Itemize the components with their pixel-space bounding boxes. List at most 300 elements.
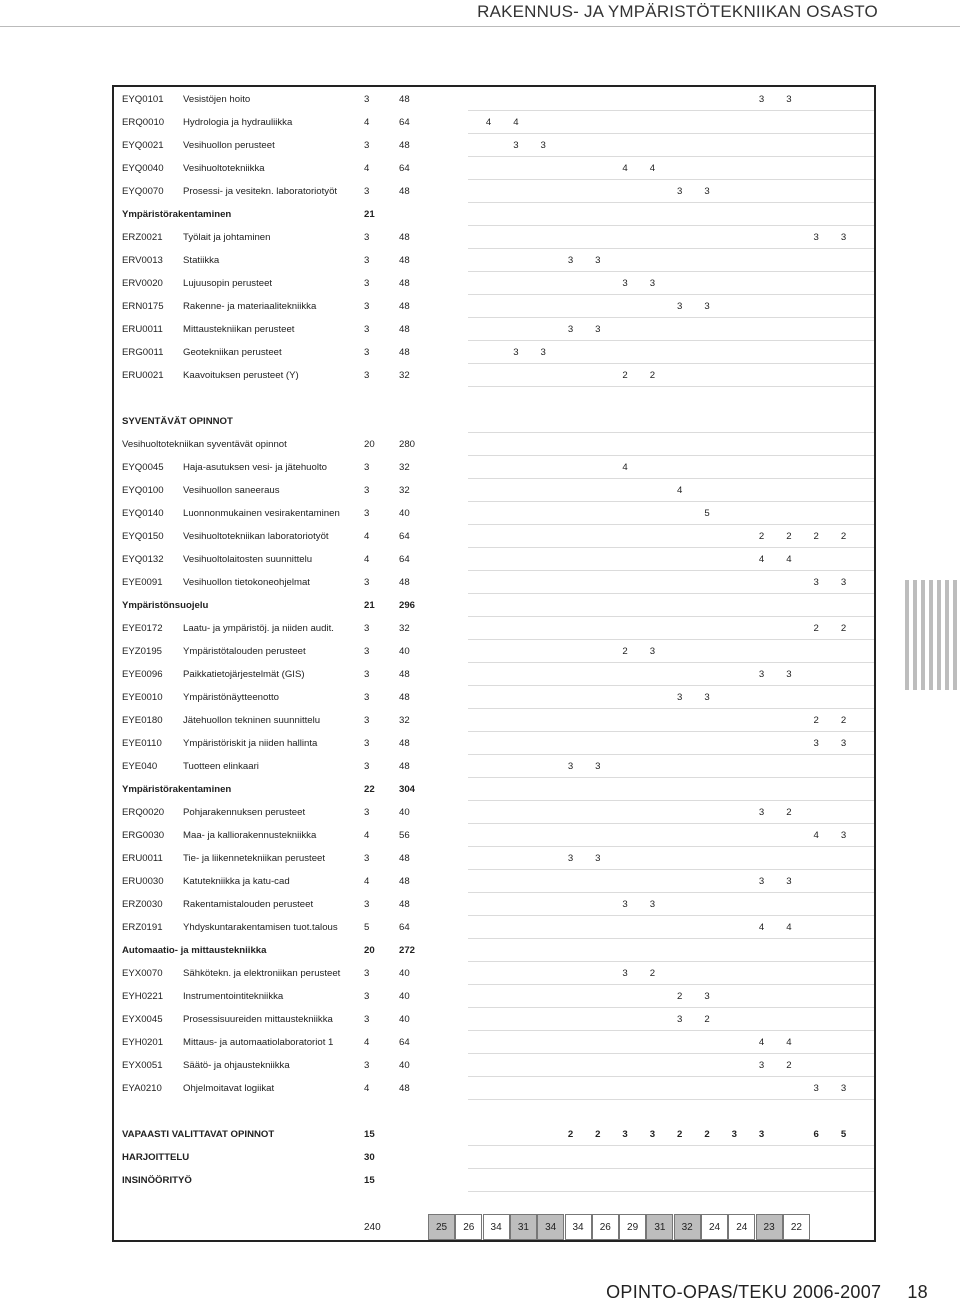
contact-hours: 32 [399,462,410,473]
course-code: EYQ0021 [122,140,164,151]
course-code: EYE0010 [122,692,163,703]
contact-hours: 48 [399,899,410,910]
semester-credits: 3 [786,669,792,680]
semester-credits: 3 [704,991,710,1002]
course-code: EYX0051 [122,1060,163,1071]
course-name: Laatu- ja ympäristöj. ja niiden audit. [183,623,334,634]
contact-hours: 48 [399,347,410,358]
course-name: Rakentamistalouden perusteet [183,899,314,910]
total-credits: 240 [364,1222,381,1233]
table-row [114,111,874,134]
curriculum-table [112,85,876,1242]
course-name: Haja-asutuksen vesi- ja jätehuolto [183,462,327,473]
semester-credits: 2 [786,807,792,818]
contact-hours: 48 [399,876,410,887]
semester-credits: 2 [840,531,847,542]
credits-ov: 4 [364,1083,370,1094]
semester-credits: 6 [813,1129,819,1140]
credits-ov: 3 [364,761,370,772]
semester-credits: 3 [758,1129,765,1140]
course-name: Vesihuoltotekniikka [183,163,265,174]
contact-hours: 48 [399,1083,410,1094]
table-row [114,594,874,617]
semester-credits: 2 [704,1014,710,1025]
side-bar [953,580,957,690]
table-row [114,686,874,709]
credits-ov: 3 [364,968,370,979]
semester-credits: 2 [813,715,819,726]
contact-hours: 64 [399,117,410,128]
semester-credits: 3 [758,669,765,680]
course-name: Tie- ja liikennetekniikan perusteet [183,853,326,864]
contact-hours: 48 [399,761,410,772]
credits-ov: 3 [364,140,370,151]
course-code: EYX0045 [122,1014,163,1025]
credits-ov: 5 [364,922,370,933]
course-code: EYZ0195 [122,646,163,657]
course-code: ERU0021 [122,370,164,381]
semester-credits: 4 [786,922,792,933]
credits-ov: 3 [364,646,370,657]
table-row [114,709,874,732]
contact-hours: 40 [399,1014,410,1025]
table-row [114,318,874,341]
table-row [114,203,874,226]
table-row [114,525,874,548]
contact-hours: 304 [399,784,416,795]
course-name: Vesihuollon tietokoneohjelmat [183,577,310,588]
semester-credits: 3 [513,347,519,358]
semester-credits: 2 [758,531,765,542]
guide-title: OPINTO-OPAS/TEKU 2006-2007 [606,1282,882,1302]
table-row [114,1008,874,1031]
course-code: ERG0011 [122,347,164,358]
contact-hours: 280 [399,439,416,450]
table-row [114,88,874,111]
semester-total: 25 [428,1214,455,1240]
course-code: EYA0210 [122,1083,162,1094]
row-divider [468,1191,874,1192]
semester-credits: 3 [649,899,656,910]
semester-credits: 3 [595,255,601,266]
contact-hours: 48 [399,278,410,289]
credits-ov: 3 [364,186,370,197]
credits-ov: 15 [364,1129,375,1140]
course-code: ERU0030 [122,876,164,887]
credits-ov: 3 [364,94,370,105]
table-row [114,134,874,157]
contact-hours: 64 [399,1037,410,1048]
course-code: EYE0110 [122,738,162,749]
semester-credits: 3 [622,968,628,979]
credits-ov: 3 [364,1060,370,1071]
course-code: EYE0172 [122,623,163,634]
section-heading: INSINÖÖRITYÖ [122,1175,192,1186]
semester-credits: 2 [677,1129,683,1140]
course-code: EYX0070 [122,968,163,979]
table-row [114,157,874,180]
semester-total: 34 [537,1214,564,1240]
contact-hours: 32 [399,370,410,381]
table-row [114,847,874,870]
semester-total: 22 [783,1214,810,1240]
course-code: ERQ0020 [122,807,165,818]
course-name: Instrumentointitekniikka [183,991,284,1002]
contact-hours: 40 [399,1060,410,1071]
course-name: Ympäristöriskit ja niiden hallinta [183,738,318,749]
credits-ov: 3 [364,807,370,818]
side-bar [937,580,941,690]
contact-hours: 48 [399,577,410,588]
semester-credits: 2 [595,1129,601,1140]
course-name: Vesihuoltotekniikan syventävät opinnot [122,439,287,450]
table-row [114,663,874,686]
semester-total: 24 [728,1214,755,1240]
credits-ov: 22 [364,784,375,795]
credits-ov: 3 [364,324,370,335]
semester-credits: 2 [622,646,628,657]
semester-credits: 2 [813,623,819,634]
semester-credits: 3 [595,761,601,772]
side-bar [913,580,917,690]
semester-credits: 2 [649,968,656,979]
section-heading: Automaatio- ja mittaustekniikka [122,945,267,956]
course-code: EYE0091 [122,577,163,588]
semester-credits: 3 [595,853,601,864]
contact-hours: 40 [399,991,410,1002]
section-heading: Ympäristörakentaminen [122,209,232,220]
semester-credits: 3 [540,347,546,358]
contact-hours: 40 [399,807,410,818]
course-code: EYE040 [122,761,158,772]
table-row [114,1077,874,1100]
semester-credits: 3 [622,1129,628,1140]
course-code: ERV0013 [122,255,163,266]
course-name: Prosessisuureiden mittaustekniikka [183,1014,333,1025]
course-name: Työlait ja johtaminen [183,232,271,243]
semester-credits: 3 [813,738,819,749]
semester-credits: 2 [813,531,819,542]
semester-credits: 3 [813,1083,819,1094]
table-row [114,824,874,847]
semester-credits: 2 [704,1129,710,1140]
credits-ov: 3 [364,485,370,496]
contact-hours: 64 [399,531,410,542]
credits-ov: 3 [364,692,370,703]
course-name: Sähkötekn. ja elektroniikan perusteet [183,968,341,979]
credits-ov: 4 [364,876,370,887]
contact-hours: 32 [399,485,410,496]
semester-credits: 3 [840,232,847,243]
semester-credits: 4 [513,117,519,128]
semester-credits: 5 [840,1129,847,1140]
course-code: EYQ0040 [122,163,164,174]
semester-credits: 2 [567,1129,574,1140]
contact-hours: 48 [399,669,410,680]
credits-ov: 21 [364,600,375,611]
course-code: ERG0030 [122,830,165,841]
course-name: Hydrologia ja hydrauliikka [183,117,293,128]
credits-ov: 30 [364,1152,375,1163]
semester-credits: 3 [540,140,546,151]
table-row [114,1054,874,1077]
semester-credits: 4 [786,1037,792,1048]
semester-credits: 4 [758,1037,765,1048]
credits-ov: 4 [364,554,370,565]
course-code: ERZ0191 [122,922,163,933]
course-code: ERV0020 [122,278,163,289]
semester-credits: 4 [649,163,656,174]
course-code: EYQ0140 [122,508,164,519]
course-name: Ympäristötalouden perusteet [183,646,306,657]
semester-totals-row [114,1214,874,1240]
credits-ov: 3 [364,278,370,289]
table-row [114,272,874,295]
course-name: Lujuusopin perusteet [183,278,273,289]
contact-hours: 48 [399,186,410,197]
credits-ov: 3 [364,853,370,864]
department-title: RAKENNUS- JA YMPÄRISTÖTEKNIIKAN OSASTO [477,2,878,21]
contact-hours: 48 [399,853,410,864]
course-code: ERQ0010 [122,117,165,128]
decorative-side-bars [905,580,960,690]
course-code: ERU0011 [122,324,163,335]
side-bar [921,580,925,690]
contact-hours: 40 [399,508,410,519]
semester-credits: 3 [649,278,656,289]
course-name: Prosessi- ja vesitekn. laboratoriotyöt [183,186,338,197]
semester-credits: 2 [786,531,792,542]
credits-ov: 4 [364,830,370,841]
table-row [114,433,874,456]
credits-ov: 3 [364,347,370,358]
credits-ov: 3 [364,991,370,1002]
course-name: Vesihuollon saneeraus [183,485,280,496]
semester-total: 34 [565,1214,592,1240]
table-row [114,985,874,1008]
semester-credits: 5 [704,508,710,519]
course-name: Vesihuoltolaitosten suunnittelu [183,554,313,565]
course-code: ERN0175 [122,301,164,312]
semester-total: 31 [510,1214,537,1240]
course-code: EYE0096 [122,669,163,680]
course-code: EYQ0150 [122,531,164,542]
credits-ov: 3 [364,1014,370,1025]
semester-total: 24 [701,1214,728,1240]
semester-credits: 3 [513,140,519,151]
credits-ov: 4 [364,1037,370,1048]
semester-credits: 3 [840,830,847,841]
table-row [114,732,874,755]
row-divider [468,386,874,387]
course-code: EYQ0070 [122,186,164,197]
table-row [114,410,874,433]
semester-credits: 4 [813,830,819,841]
credits-ov: 15 [364,1175,375,1186]
header-rule [0,26,960,27]
table-row [114,249,874,272]
table-row [114,548,874,571]
course-name: Pohjarakennuksen perusteet [183,807,306,818]
semester-credits: 4 [622,462,628,473]
contact-hours: 48 [399,692,410,703]
course-code: EYE0180 [122,715,163,726]
course-name: Katutekniikka ja katu-cad [183,876,290,887]
table-row [114,364,874,387]
course-name: Jätehuollon tekninen suunnittelu [183,715,321,726]
semester-credits: 3 [704,186,710,197]
credits-ov: 3 [364,255,370,266]
semester-credits: 3 [649,1129,656,1140]
section-heading: SYVENTÄVÄT OPINNOT [122,416,233,427]
page-footer [606,1282,928,1303]
semester-credits: 3 [677,186,683,197]
table-row [114,778,874,801]
semester-total: 32 [674,1214,701,1240]
semester-credits: 3 [786,94,792,105]
semester-credits: 3 [758,807,765,818]
contact-hours: 64 [399,554,410,565]
side-bar [945,580,949,690]
section-heading: Ympäristörakentaminen [122,784,232,795]
course-name: Yhdyskuntarakentamisen tuot.talous [183,922,338,933]
table-row [114,502,874,525]
section-heading: HARJOITTELU [122,1152,190,1163]
semester-credits: 3 [677,1014,683,1025]
course-name: Vesistöjen hoito [183,94,251,105]
semester-credits: 3 [786,876,792,887]
semester-credits: 3 [595,324,601,335]
table-row [114,939,874,962]
table-row [114,479,874,502]
credits-ov: 3 [364,370,370,381]
credits-ov: 4 [364,117,370,128]
contact-hours: 64 [399,922,410,933]
semester-credits: 2 [622,370,628,381]
contact-hours: 48 [399,738,410,749]
contact-hours: 296 [399,600,416,611]
row-divider [468,1099,874,1100]
semester-total: 26 [455,1214,482,1240]
table-row [114,755,874,778]
semester-credits: 4 [485,117,492,128]
contact-hours: 48 [399,324,410,335]
semester-credits: 2 [786,1060,792,1071]
course-name: Vesihuoltotekniikan laboratoriotyöt [183,531,329,542]
section-heading: VAPAASTI VALITTAVAT OPINNOT [122,1129,275,1140]
semester-total: 26 [592,1214,619,1240]
table-row [114,1169,874,1192]
semester-credits: 4 [758,554,765,565]
table-row [114,962,874,985]
section-heading: Ympäristönsuojelu [122,600,209,611]
course-name: Säätö- ja ohjaustekniikka [183,1060,290,1071]
table-row [114,226,874,249]
semester-credits: 2 [649,370,656,381]
course-name: Luonnonmukainen vesirakentaminen [183,508,340,519]
page-number: 18 [907,1282,928,1302]
credits-ov: 3 [364,462,370,473]
course-name: Rakenne- ja materiaalitekniikka [183,301,317,312]
course-code: EYQ0045 [122,462,164,473]
semester-credits: 3 [813,577,819,588]
table-row [114,801,874,824]
table-row [114,571,874,594]
course-code: EYQ0101 [122,94,164,105]
contact-hours: 56 [399,830,410,841]
semester-credits: 3 [622,899,628,910]
course-code: EYH0201 [122,1037,164,1048]
semester-credits: 3 [567,324,574,335]
credits-ov: 3 [364,508,370,519]
credits-ov: 20 [364,945,375,956]
credits-ov: 20 [364,439,375,450]
semester-credits: 2 [677,991,683,1002]
table-row [114,640,874,663]
table-row [114,870,874,893]
contact-hours: 48 [399,140,410,151]
semester-credits: 3 [758,876,765,887]
course-code: EYH0221 [122,991,164,1002]
semester-credits: 4 [677,485,683,496]
semester-credits: 3 [567,761,574,772]
semester-credits: 4 [758,922,765,933]
table-row [114,1031,874,1054]
credits-ov: 3 [364,738,370,749]
table-row [114,617,874,640]
contact-hours: 48 [399,255,410,266]
table-row [114,456,874,479]
course-name: Ympäristönäytteenotto [183,692,279,703]
semester-credits: 3 [704,301,710,312]
contact-hours: 272 [399,945,416,956]
table-row [114,893,874,916]
course-code: EYQ0100 [122,485,164,496]
semester-credits: 3 [704,692,710,703]
side-bar [929,580,933,690]
contact-hours: 32 [399,623,410,634]
semester-credits: 4 [786,554,792,565]
course-name: Mittaus- ja automaatiolaboratoriot 1 [183,1037,334,1048]
side-bar [905,580,909,690]
course-name: Paikkatietojärjestelmät (GIS) [183,669,305,680]
table-row [114,341,874,364]
credits-ov: 4 [364,531,370,542]
semester-credits: 3 [758,94,765,105]
semester-total: 31 [646,1214,673,1240]
semester-credits: 2 [840,623,847,634]
semester-total: 34 [483,1214,510,1240]
credits-ov: 3 [364,232,370,243]
semester-credits: 3 [840,1083,847,1094]
credits-ov: 3 [364,577,370,588]
course-name: Vesihuollon perusteet [183,140,275,151]
course-name: Geotekniikan perusteet [183,347,282,358]
semester-credits: 2 [840,715,847,726]
course-code: ERZ0030 [122,899,163,910]
table-row [114,180,874,203]
table-row [114,916,874,939]
credits-ov: 3 [364,301,370,312]
semester-credits: 3 [567,255,574,266]
page-header [0,0,960,28]
credits-ov: 3 [364,669,370,680]
contact-hours: 40 [399,646,410,657]
semester-credits: 3 [677,301,683,312]
course-code: ERZ0021 [122,232,163,243]
semester-credits: 4 [622,163,628,174]
contact-hours: 48 [399,301,410,312]
